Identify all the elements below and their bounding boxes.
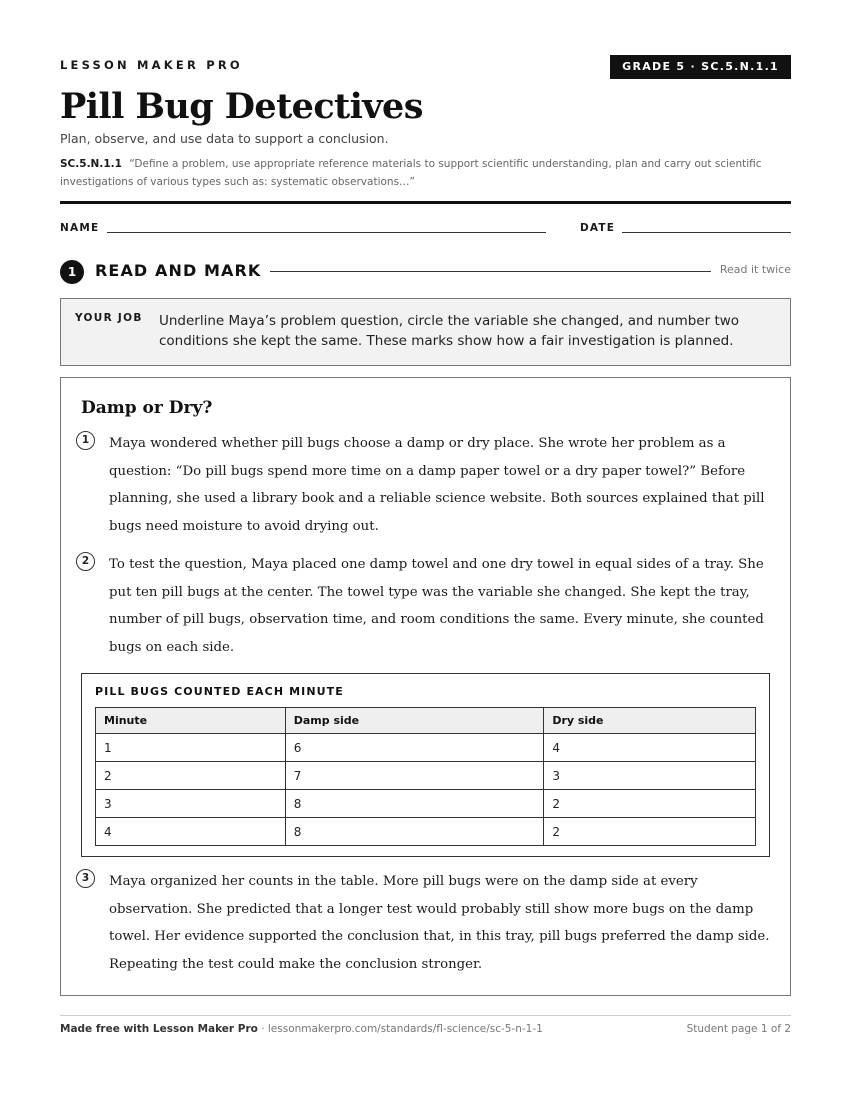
paragraph-number: 2 (76, 552, 95, 571)
standard-code: SC.5.N.1.1 (60, 158, 122, 170)
footer-page-number: Student page 1 of 2 (686, 1023, 791, 1035)
table-cell: 6 (285, 734, 544, 762)
column-header: Dry side (544, 708, 756, 734)
header-divider (60, 201, 791, 204)
your-job-label: YOUR JOB (75, 312, 143, 324)
worksheet-page (60, 0, 791, 1100)
footer-made-with: Made free with Lesson Maker Pro (60, 1023, 258, 1035)
footer-url[interactable]: lessonmakerpro.com/standards/fl-science/sc-5-n-1-1 (267, 1023, 543, 1035)
paragraph-text[interactable]: To test the question, Maya placed one damp towel and one dry towel in equal sides of a tray. She put ten pill bugs at the center. The towel type was the variable she changed. She kept the tray, number of pill bugs, observation time, and room conditions the same. Every minute, she counted bugs on each side. (109, 557, 764, 655)
grade-badge: GRADE 5 · SC.5.N.1.1 (610, 55, 791, 79)
name-label: NAME (60, 222, 100, 234)
table-cell: 3 (96, 790, 286, 818)
table-cell: 2 (96, 762, 286, 790)
table-cell: 1 (96, 734, 286, 762)
table-cell: 8 (285, 790, 544, 818)
column-header: Damp side (285, 708, 544, 734)
table-row (96, 734, 756, 762)
column-header: Minute (96, 708, 286, 734)
section-note: Read it twice (719, 263, 791, 276)
table-cell: 2 (544, 818, 756, 846)
table-row (96, 818, 756, 846)
section-divider (270, 271, 711, 272)
table-row (96, 790, 756, 818)
table-header-row (96, 708, 756, 734)
paragraph-text[interactable]: Maya wondered whether pill bugs choose a damp or dry place. She wrote her problem as a question: “Do pill bugs spend more time on a damp paper towel or a dry paper towel?” Before planning, she used a library book and a reliable science website. Both sources explained that pill bugs need moisture to avoid drying out. (109, 436, 765, 534)
date-field[interactable] (622, 232, 791, 233)
standard-text: “Define a problem, use appropriate reference materials to support scientific understanding, plan and carry out scientific investigations of various types such as: systematic observations…” (60, 158, 762, 188)
passage-paragraph (76, 430, 776, 540)
table-cell: 4 (96, 818, 286, 846)
paragraph-number: 3 (76, 869, 95, 888)
pill-bug-count-table (95, 707, 756, 846)
page-title: Pill Bug Detectives (60, 86, 423, 127)
passage-title: Damp or Dry? (81, 398, 213, 418)
passage-paragraph (76, 868, 776, 978)
table-row (96, 762, 756, 790)
footer-credit (60, 1023, 543, 1035)
section-title: READ AND MARK (95, 261, 262, 280)
table-cell: 8 (285, 818, 544, 846)
passage-paragraph (76, 551, 776, 661)
page-subtitle: Plan, observe, and use data to support a conclusion. (60, 131, 389, 146)
paragraph-text[interactable]: Maya organized her counts in the table. More pill bugs were on the damp side at every observation. She predicted that a longer test would probably still show more bugs on the damp towel. Her evidence supported the conclusion that, in this tray, pill bugs preferred the damp side. Repeating the test could make the conclusion stronger. (109, 874, 770, 972)
table-cell: 7 (285, 762, 544, 790)
table-cell: 4 (544, 734, 756, 762)
brand-name: LESSON MAKER PRO (60, 58, 243, 72)
table-cell: 2 (544, 790, 756, 818)
reading-passage-box (60, 377, 791, 996)
paragraph-number: 1 (76, 431, 95, 450)
your-job-box (60, 298, 791, 366)
your-job-text: Underline Maya’s problem question, circle the variable she changed, and number two conditions she kept the same. These marks show how a fair investigation is planned. (159, 313, 740, 349)
table-cell: 3 (544, 762, 756, 790)
table-caption: PILL BUGS COUNTED EACH MINUTE (95, 685, 344, 698)
section-number-badge: 1 (60, 260, 84, 284)
footer-divider (60, 1015, 791, 1016)
data-table-box (81, 673, 770, 857)
footer-separator: · (257, 1023, 268, 1035)
date-label: DATE (580, 222, 616, 234)
name-field[interactable] (107, 232, 546, 233)
standard-statement (60, 156, 791, 191)
